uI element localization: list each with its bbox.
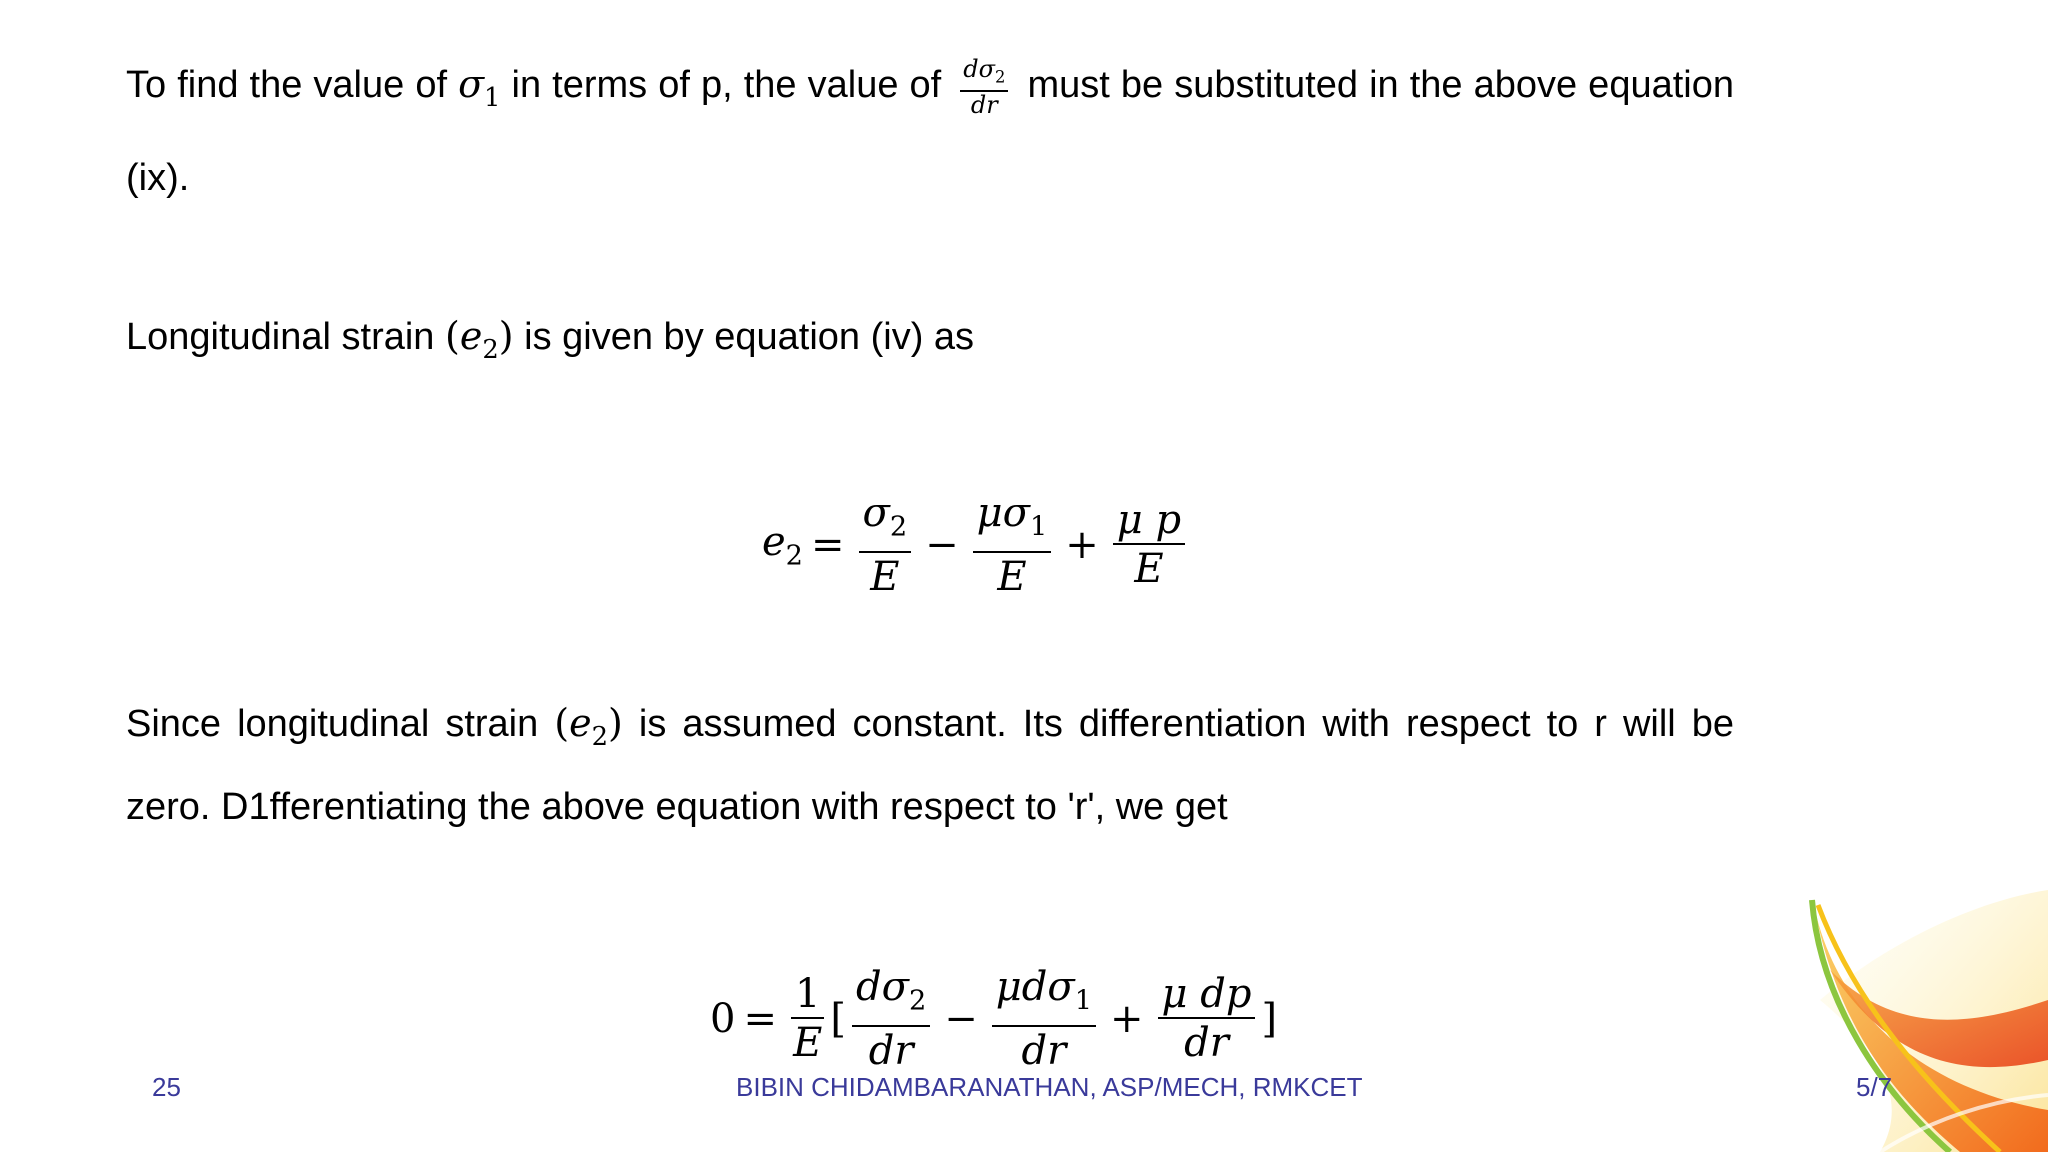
differentiated-equation: 0 = $\frac{1}{E}$ [ $\frac{d\sigma_2}{dr}$ − $\frac{\mu d\sigma_1}{dr}$ + $\frac{\text{μ dp}}{dr}$ ] (710, 964, 1278, 1074)
decorative-swoosh-graphic (1760, 880, 2048, 1152)
e2-symbol: $(e_2)$ (445, 314, 514, 366)
paragraph2-text-start: Longitudinal strain (126, 316, 435, 358)
slide-number: 25 (152, 1072, 181, 1102)
sigma1-symbol: $\sigma_1$ (458, 62, 501, 114)
paragraph1-text-middle: in terms of p, the value of (511, 64, 942, 106)
footer-author: BIBIN CHIDAMBARANATHAN, ASP/MECH, RMKCET (736, 1072, 1363, 1102)
paragraph-longitudinal-strain (126, 296, 1734, 390)
dsigma2-dr-fraction: $\frac{d\sigma_2}{dr}$ (960, 56, 1008, 119)
strain-equation: $e_2$ = $\frac{\sigma_2}{E}$ − $\frac{\mu\sigma_1}{E}$ + $\frac{\text{μ p}}{E}$ (762, 490, 1191, 601)
paragraph3-text-end: is assumed constant. Its differentiation with respect to r will be zero. D1fferentiating the above equation with respect to 'r', we get (126, 703, 1734, 829)
paragraph2-text-end: is given by equation (iv) as (524, 316, 975, 358)
paragraph3-text-start: Since longitudinal strain (126, 703, 539, 745)
paragraph-differentiation (126, 688, 1734, 842)
paragraph1-text-start: To find the value of (126, 64, 448, 106)
paragraph-sigma1-value (126, 44, 1734, 218)
e2-symbol-second: $(e_2)$ (554, 701, 623, 753)
paragraph1-text-end: must be substituted in the above equation (ix). (126, 64, 1734, 200)
page-indicator: 5/7 (1856, 1072, 1893, 1102)
